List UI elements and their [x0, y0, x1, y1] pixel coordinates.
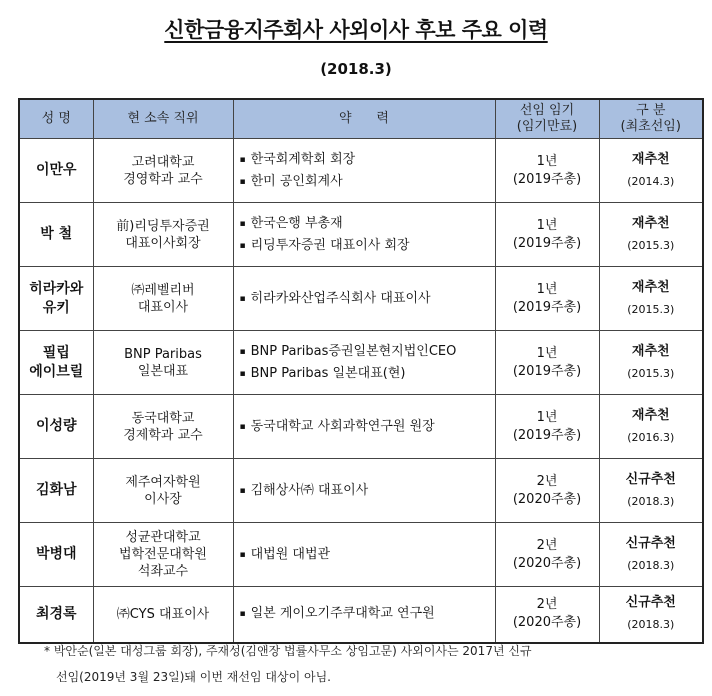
career-item	[240, 171, 495, 193]
candidate-name: 이성량	[35, 418, 77, 434]
term-cell	[495, 523, 599, 587]
current-position-cell	[93, 203, 233, 267]
classification-label: 신규추천	[625, 595, 676, 611]
career-item-text: 김해상사㈜ 대표이사	[250, 482, 369, 498]
header-class-line1: 구 분	[636, 103, 666, 118]
career-item	[240, 363, 495, 385]
term-line: (2019주총)	[512, 427, 582, 443]
header-career: 약 력	[233, 99, 495, 139]
bullet-icon: ▪	[239, 421, 246, 432]
bullet-icon: ▪	[239, 293, 246, 304]
candidate-name: 김화남	[35, 482, 77, 498]
term-line: (2019주총)	[512, 235, 582, 251]
table-row	[19, 459, 703, 523]
current-position-line: 제주여자학원	[125, 474, 201, 490]
term-line: 2년	[536, 537, 558, 553]
career-item-text: 일본 게이오기주쿠대학교 연구원	[250, 606, 435, 622]
candidate-name-cell	[19, 203, 93, 267]
footnote-line1: * 박안순(일본 대성그룹 회장), 주재성(김앤장 법률사무소 상임고문) 사외이사는 2017년 신규	[44, 644, 532, 658]
candidates-table	[18, 98, 704, 644]
career-item-text: 대법원 대법관	[250, 546, 331, 562]
candidate-name: 박 철	[40, 226, 73, 242]
candidate-name: 에이브릴	[29, 363, 84, 380]
classification-cell	[599, 203, 703, 267]
classification-label: 재추천	[631, 343, 670, 359]
candidate-name: 유키	[42, 299, 70, 316]
table-row	[19, 139, 703, 203]
term-line: (2020주총)	[512, 555, 582, 571]
current-position-cell	[93, 523, 233, 587]
current-position-cell	[93, 331, 233, 395]
career-cell	[233, 587, 495, 643]
career-item-text: BNP Paribas증권일본현지법인CEO	[250, 343, 457, 359]
current-position-line: 경영학과 교수	[123, 171, 203, 187]
career-item-text: 히라카와산업주식회사 대표이사	[250, 290, 431, 306]
current-position-line: 일본대표	[137, 363, 189, 379]
current-position-line: 석좌교수	[137, 564, 189, 579]
term-line: (2020주총)	[512, 491, 582, 507]
term-line: 1년	[536, 153, 558, 169]
career-item	[240, 480, 495, 502]
career-item	[240, 288, 495, 310]
current-position-cell	[93, 395, 233, 459]
table-row	[19, 523, 703, 587]
term-line: (2019주총)	[512, 299, 582, 315]
term-line: 2년	[536, 597, 558, 613]
term-cell	[495, 395, 599, 459]
candidate-name: 히라카와	[29, 280, 84, 297]
term-cell	[495, 203, 599, 267]
career-item-text: 리딩투자증권 대표이사 회장	[250, 237, 410, 253]
term-cell	[495, 459, 599, 523]
classification-label: 재추천	[631, 151, 670, 167]
classification-cell	[599, 395, 703, 459]
current-position-line: ㈜레벨리버	[131, 282, 195, 298]
classification-label: 재추천	[631, 279, 670, 295]
first-appointed-date: (2018.3)	[627, 618, 675, 632]
career-item-text: BNP Paribas 일본대표(현)	[250, 365, 406, 381]
bullet-icon: ▪	[239, 346, 246, 357]
term-line: 1년	[536, 345, 558, 361]
candidate-name-cell	[19, 459, 93, 523]
career-item	[240, 416, 495, 438]
header-term-line2: (임기만료)	[516, 119, 578, 134]
career-cell	[233, 395, 495, 459]
first-appointed-date: (2018.3)	[627, 558, 675, 572]
career-cell	[233, 267, 495, 331]
career-item-text: 한미 공인회계사	[250, 173, 343, 189]
current-position-cell	[93, 587, 233, 643]
classification-cell	[599, 523, 703, 587]
table-row	[19, 395, 703, 459]
current-position-line: 前)리딩투자증권	[116, 218, 210, 234]
current-position-cell	[93, 459, 233, 523]
header-class-line2: (최초선임)	[620, 119, 681, 134]
candidate-name-cell	[19, 587, 93, 643]
bullet-icon: ▪	[239, 609, 246, 620]
current-position-line: 경제학과 교수	[123, 427, 203, 443]
footnote-line2: 선임(2019년 3월 23일)돼 이번 재선임 대상이 아님.	[56, 670, 331, 684]
term-cell	[495, 139, 599, 203]
document-title-text: 신한금융지주회사 사외이사 후보 주요 이력	[164, 18, 548, 42]
candidate-name-cell	[19, 139, 93, 203]
table-row	[19, 587, 703, 643]
term-line: (2019주총)	[512, 171, 582, 187]
term-line: (2019주총)	[512, 363, 582, 379]
candidate-name: 최경록	[35, 605, 77, 622]
candidate-name: 이만우	[35, 162, 77, 178]
classification-cell	[599, 331, 703, 395]
current-position-cell	[93, 139, 233, 203]
candidate-name: 박병대	[35, 546, 77, 562]
bullet-icon: ▪	[239, 154, 246, 165]
table-row	[19, 267, 703, 331]
career-cell	[233, 523, 495, 587]
document-subtitle: (2018.3)	[320, 60, 392, 78]
first-appointed-date: (2014.3)	[627, 174, 675, 188]
classification-label: 재추천	[631, 215, 670, 231]
current-position-cell	[93, 267, 233, 331]
classification-label: 재추천	[631, 407, 670, 423]
current-position-line: 성균관대학교	[125, 530, 201, 545]
classification-cell	[599, 139, 703, 203]
career-cell	[233, 203, 495, 267]
career-item	[240, 341, 495, 363]
candidate-name-cell	[19, 395, 93, 459]
first-appointed-date: (2018.3)	[627, 494, 675, 508]
classification-cell	[599, 459, 703, 523]
candidate-name-cell	[19, 523, 93, 587]
bullet-icon: ▪	[239, 549, 246, 560]
table-row	[19, 203, 703, 267]
career-item	[240, 235, 495, 257]
term-line: 2년	[536, 473, 558, 489]
career-cell	[233, 459, 495, 523]
career-item-text: 한국은행 부총재	[250, 215, 343, 231]
candidate-name-cell	[19, 331, 93, 395]
bullet-icon: ▪	[239, 368, 246, 379]
term-line: 1년	[536, 281, 558, 297]
classification-label: 신규추천	[625, 471, 676, 487]
first-appointed-date: (2016.3)	[627, 430, 675, 444]
career-item	[240, 149, 495, 171]
document-title	[0, 14, 712, 44]
header-name: 성 명	[19, 99, 93, 139]
header-position: 현 소속 직위	[93, 99, 233, 139]
candidate-name: 필립	[42, 344, 70, 361]
current-position-line: 대표이사회장	[125, 235, 201, 251]
career-item	[240, 213, 495, 235]
current-position-line: 동국대학교	[131, 410, 195, 426]
current-position-line: 고려대학교	[131, 154, 195, 170]
term-cell	[495, 267, 599, 331]
term-cell	[495, 587, 599, 643]
current-position-line: BNP Paribas	[124, 346, 202, 362]
career-item-text: 동국대학교 사회과학연구원 원장	[250, 418, 435, 434]
career-item	[240, 603, 495, 625]
current-position-line: 대표이사	[137, 299, 189, 315]
career-cell	[233, 139, 495, 203]
term-line: (2020주총)	[512, 615, 582, 631]
first-appointed-date: (2015.3)	[627, 302, 675, 316]
first-appointed-date: (2015.3)	[627, 238, 675, 252]
career-item	[240, 544, 495, 566]
classification-label: 신규추천	[625, 535, 676, 551]
first-appointed-date: (2015.3)	[627, 366, 675, 380]
header-term-line1: 선임 임기	[519, 103, 575, 118]
header-class	[599, 99, 703, 139]
term-line: 1년	[536, 217, 558, 233]
candidate-name-cell	[19, 267, 93, 331]
bullet-icon: ▪	[239, 240, 246, 251]
bullet-icon: ▪	[239, 176, 246, 187]
current-position-line: 이사장	[144, 491, 182, 507]
classification-cell	[599, 587, 703, 643]
table-row	[19, 331, 703, 395]
career-item-text: 한국회계학회 회장	[250, 151, 356, 167]
footnote	[44, 638, 674, 690]
bullet-icon: ▪	[239, 218, 246, 229]
table-header-row	[19, 99, 703, 139]
classification-cell	[599, 267, 703, 331]
bullet-icon: ▪	[239, 485, 246, 496]
term-line: 1년	[536, 409, 558, 425]
term-cell	[495, 331, 599, 395]
header-term	[495, 99, 599, 139]
table-body	[19, 139, 703, 643]
career-cell	[233, 331, 495, 395]
current-position-line: 법학전문대학원	[119, 547, 207, 562]
current-position-line: ㈜CYS 대표이사	[116, 606, 210, 622]
